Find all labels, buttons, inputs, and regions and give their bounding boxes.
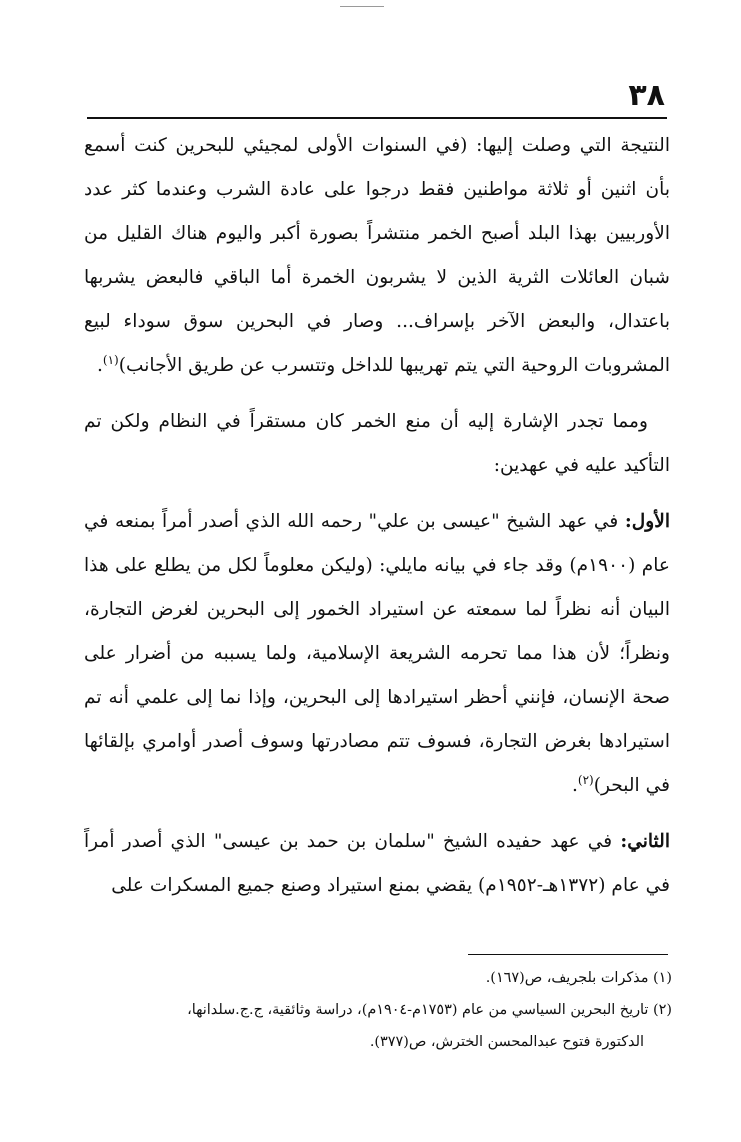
footnote-1 [84, 962, 672, 994]
paragraph-first-era [84, 500, 670, 808]
paragraph-text: النتيجة التي وصلت إليها: (في السنوات الأولى لمجيئي للبحرين كنت أسمع بأن اثنين أو ثلاثة مواطنين فقط درجوا على عادة الشرب وعندما كثر عدد الأوربيين بهذا البلد أصبح الخمر منتشراً بصورة أكبر واليوم هناك القليل من شبان العائلات الثرية الذين لا يشربون الخمرة أما الباقي فالبعض يشربها باعتدال، والبعض الآخر بإسراف... وصار في البحرين سوق سوداء لبيع المشروبات الروحية التي يتم تهريبها للداخل وتتسرب عن طريق الأجانب) [84, 135, 670, 376]
footnote-ref-2: (٢) [577, 772, 594, 787]
paragraph-tail: . [571, 775, 578, 796]
footnote-text: (١) مذكرات بلجريف، ص(١٦٧). [485, 970, 672, 986]
header-rule [87, 117, 667, 119]
body-text [84, 124, 670, 908]
footnote-text: (٢) تاريخ البحرين السياسي من عام (١٧٥٣م-١٩٠٤م)، دراسة وثائقية، ج.ج.سلدانها، [187, 1002, 672, 1018]
paragraph-introduction [84, 400, 670, 488]
paragraph-lead: الأول: [624, 511, 670, 532]
page-number: ٣٨ [628, 78, 665, 113]
footnote-continuation: الدكتورة فتوح عبدالمحسن الخترش، ص(٣٧٧). [369, 1034, 644, 1050]
paragraph-tail: . [96, 355, 103, 376]
footnote-2 [84, 994, 672, 1058]
footnotes-rule [468, 954, 668, 955]
footnote-ref-1: (١) [102, 352, 119, 367]
paragraph-lead: الثاني: [620, 831, 670, 852]
paragraph-second-era [84, 820, 670, 908]
paragraph-text: ومما تجدر الإشارة إليه أن منع الخمر كان مستقراً في النظام ولكن تم التأكيد عليه في عهدين: [84, 411, 670, 476]
paragraph-text: في عهد الشيخ "عيسى بن علي" رحمه الله الذي أصدر أمراً بمنعه في عام (١٩٠٠م) وقد جاء في بيانه مايلي: (وليكن معلوماً لكل من يطلع على هذا البيان أنه نظراً لما سمعته عن استيراد الخمور إلى البحرين لغرض التجارة، ونظراً؛ لأن هذا مما تحرمه الشريعة الإسلامية، ولما يسببه من أضرار على صحة الإنسان، فإنني أحظر استيرادها إلى البحرين، وإذا نما إلى علمي أنه تم استيرادها بغرض التجارة، فسوف تتم مصادرتها وسوف أصدر أوامري بإلقائها في البحر) [84, 511, 671, 796]
paragraph-quote-continuation [84, 124, 670, 388]
top-crop-mark [340, 6, 384, 7]
paragraph-text: في عهد حفيده الشيخ "سلمان بن حمد بن عيسى" الذي أصدر أمراً في عام (١٣٧٢هـ-١٩٥٢م) يقضي بمنع استيراد وصنع جميع المسكرات على [84, 831, 670, 896]
footnotes [84, 962, 672, 1058]
